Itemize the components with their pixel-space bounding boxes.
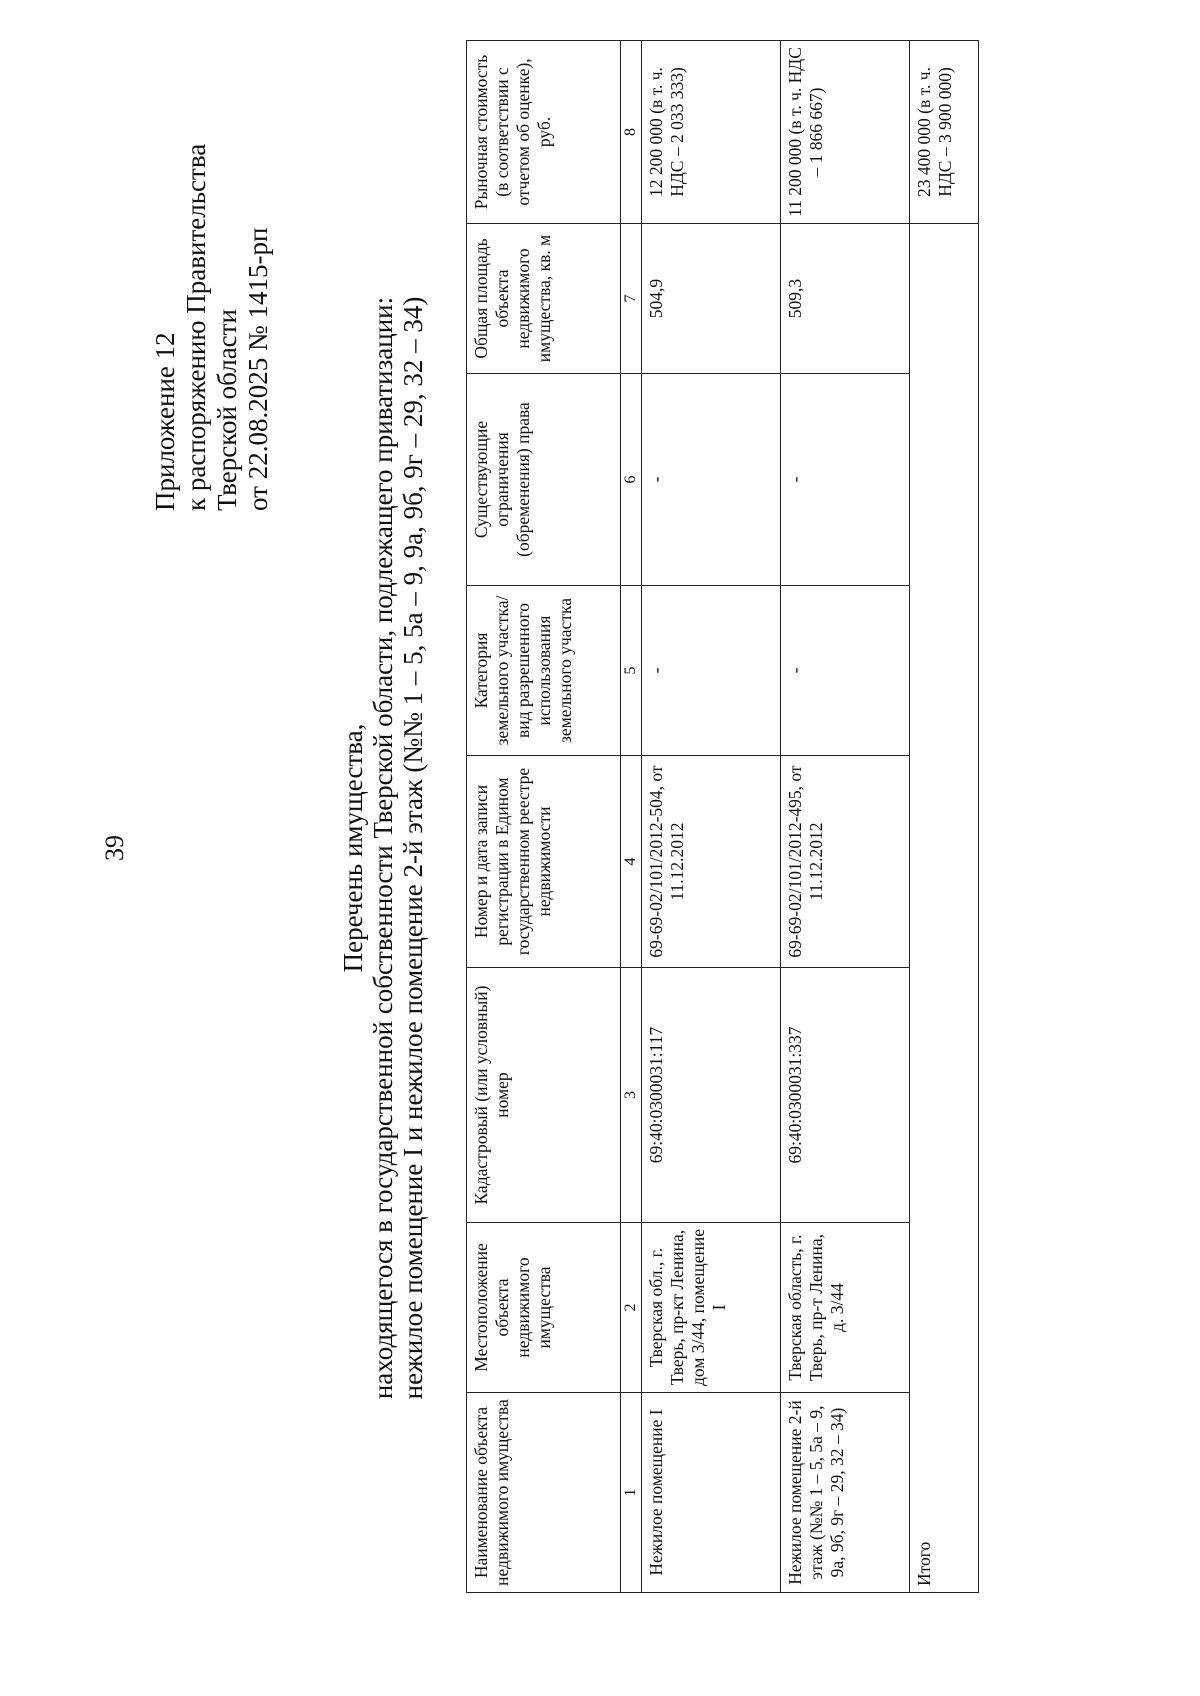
column-number-row [621,41,642,1593]
table-cell: Нежилое помещение I [642,1393,781,1593]
page-number: 39 [100,835,129,861]
table-cell: - [642,374,781,586]
header-cell: Кадастровый (или условный) номер [467,968,621,1223]
property-table [466,40,979,1593]
header-cell: Общая площадь объекта недвижимого имущества, кв. м [467,224,621,374]
column-number: 8 [621,41,642,224]
appendix-line-2: к распоряжению Правительства [181,143,211,511]
column-number: 6 [621,374,642,586]
table-row [781,41,910,1593]
column-number: 1 [621,1393,642,1593]
table-cell: 69:40:0300031:337 [781,968,910,1223]
header-cell: Местоположение объекта недвижимого имущества [467,1223,621,1393]
header-row [467,41,621,1593]
table-cell: 69-69-02/101/2012-495, от 11.12.2012 [781,756,910,968]
header-cell: Наименование объекта недвижимого имущества [467,1393,621,1593]
column-number: 3 [621,968,642,1223]
column-number: 4 [621,756,642,968]
table-cell: Нежилое помещение 2-й этаж (№№ 1 – 5, 5а – 9, 9а, 9б, 9г – 29, 32 – 34) [781,1393,910,1593]
table-cell: Тверская обл., г. Тверь, пр-кт Ленина, дом 3/44, помещение I [642,1223,781,1393]
table-cell: 11 200 000 (в т. ч. НДС – 1 866 667) [781,41,910,224]
table-cell: 69:40:0300031:117 [642,968,781,1223]
header-cell: Категория земельного участка/вид разрешенного использования земельного участка [467,586,621,756]
total-row [910,41,979,1593]
table-cell: 12 200 000 (в т. ч. НДС – 2 033 333) [642,41,781,224]
column-number: 5 [621,586,642,756]
appendix-line-4: от 22.08.2025 № 1415-рп [243,227,273,511]
column-number: 7 [621,224,642,374]
table-cell: Тверская область, г. Тверь, пр-т Ленина, д. 3/44 [781,1223,910,1393]
total-label: Итого [910,224,979,1593]
table-cell: 509,3 [781,224,910,374]
table-cell: 504,9 [642,224,781,374]
header-cell: Рыночная стоимость (в соответствии с отчетом об оценке), руб. [467,41,621,224]
appendix-block [150,144,274,511]
table-cell: - [642,586,781,756]
table-cell: 69-69-02/101/2012-504, от 11.12.2012 [642,756,781,968]
document-heading [338,0,428,1696]
appendix-line-3: Тверской области [212,309,242,511]
header-cell: Номер и дата записи регистрации в Едином государственном реестре недвижимости [467,756,621,968]
table-cell: - [781,374,910,586]
total-value: 23 400 000 (в т. ч. НДС – 3 900 000) [910,41,979,224]
heading-line-3: нежилое помещение I и нежилое помещение 2-й этаж (№№ 1 – 5, 5а – 9, 9а, 9б, 9г – 29, 32 – 34) [398,296,428,1400]
column-number: 2 [621,1223,642,1393]
heading-line-1: Перечень имущества, [338,723,368,973]
heading-line-2: находящегося в государственной собственности Тверской области, подлежащего приватизации: [368,296,398,1400]
header-cell: Существующие ограничения (обременения) права [467,374,621,586]
table-cell: - [781,586,910,756]
appendix-line-1: Приложение 12 [150,332,180,511]
table-row [642,41,781,1593]
